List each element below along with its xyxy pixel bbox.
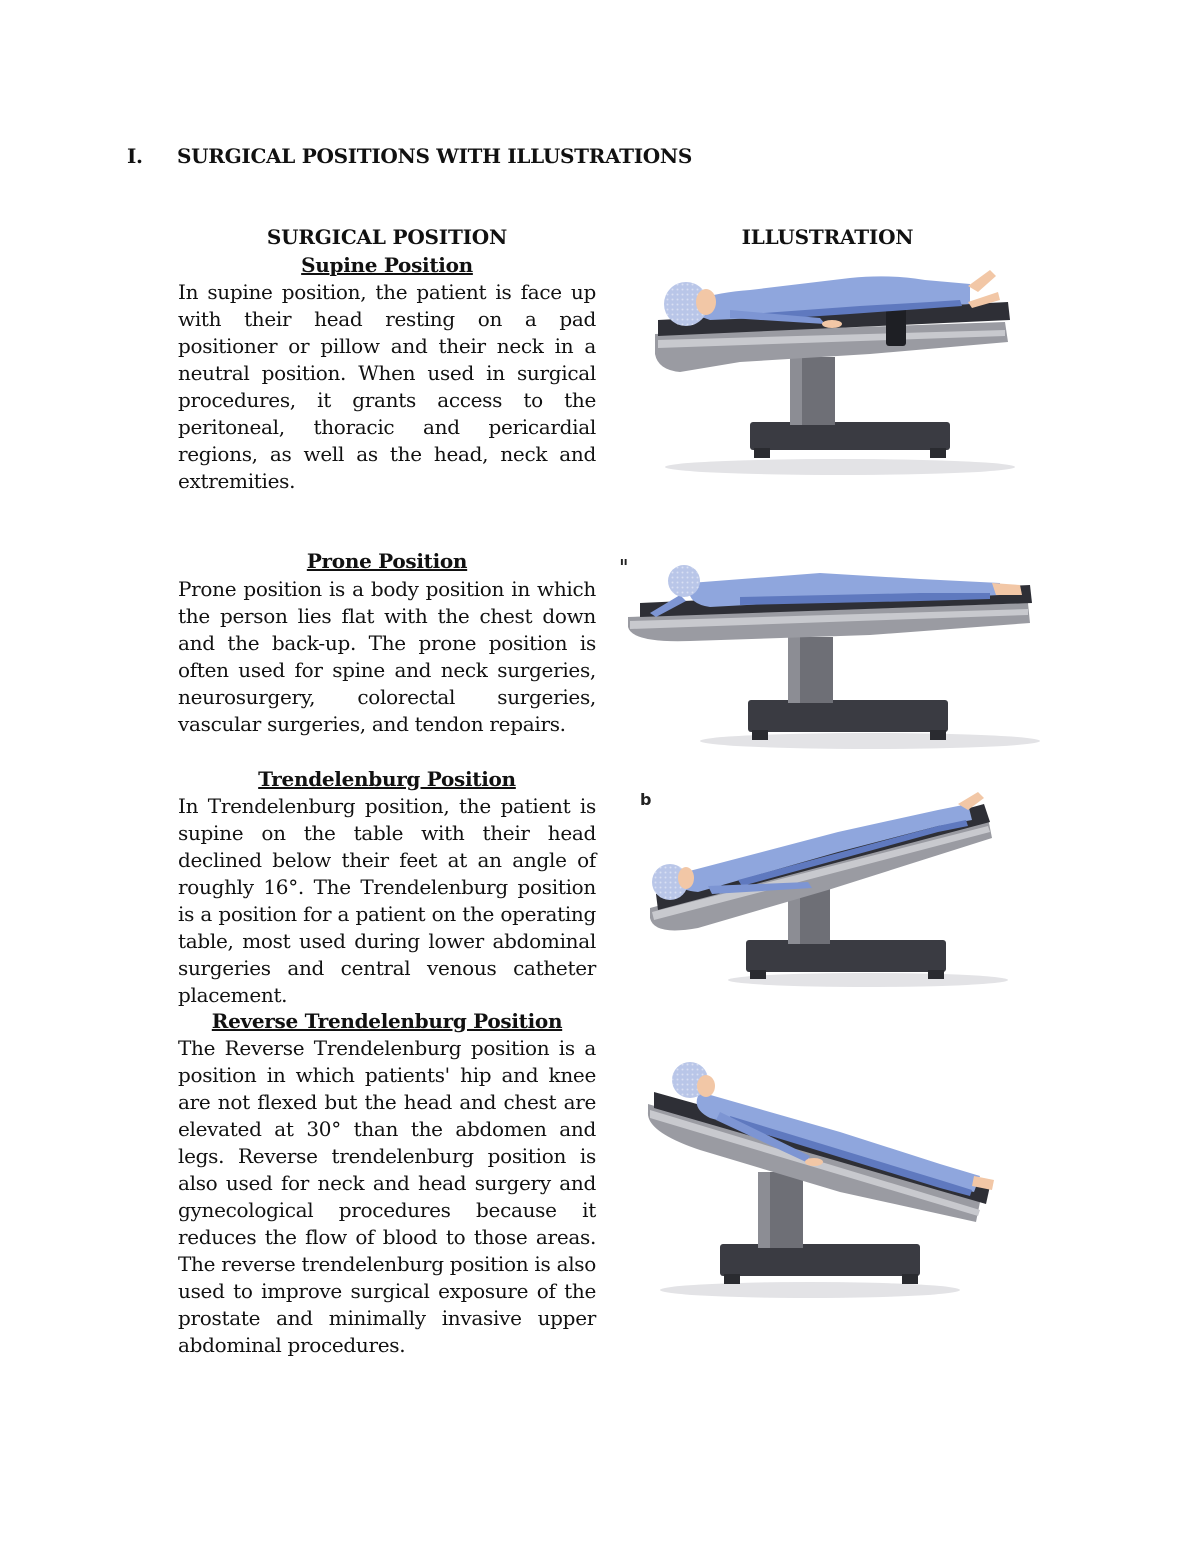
prone-position-illustration [620, 555, 1040, 750]
reverse-trendelenburg-position-illustration [640, 1052, 1005, 1302]
section-number: I. [127, 144, 143, 168]
trendelenburg-position-illustration [638, 790, 1008, 990]
trendelenburg-position-title: Trendelenburg Position [258, 767, 516, 791]
trendelenburg-position-text: In Trendelenburg position, the patient is supine on the table with their head declined below their feet at an angle of roughly 16°. The Trendelenburg position is a position for a patient on the operating table, most used during lower abdominal surgeries and central venous catheter placement. [178, 794, 596, 1007]
reverse-trendelenburg-position-title: Reverse Trendelenburg Position [211, 1009, 563, 1033]
prone-position-text: Prone position is a body position in which the person lies flat with the chest down and the back-up. The prone position is often used for spine and neck surgeries, neurosurgery, colorectal surgeries, vascular surgeries, and tendon repairs. [178, 577, 596, 736]
prone-figure-label: ıı [620, 555, 628, 568]
supine-position-text: In supine position, the patient is face up with their head resting on a pad positioner or pillow and their neck in a neutral position. When used in surgical procedures, it grants access to the peritoneal, thoracic and pericardial regions, as well as the head, neck and extremities. [178, 280, 596, 493]
column-heading-illustration: ILLUSTRATION [741, 225, 914, 249]
section-title: SURGICAL POSITIONS WITH ILLUSTRATIONS [177, 144, 693, 168]
column-heading-surgical-position: SURGICAL POSITION [266, 225, 508, 249]
supine-position-title: Supine Position [301, 253, 473, 277]
trendelenburg-figure-label: b [640, 790, 652, 809]
prone-position-title: Prone Position [306, 549, 468, 573]
reverse-trendelenburg-position-text: The Reverse Trendelenburg position is a position in which patients' hip and knee are not flexed but the head and chest are elevated at 30° than the abdomen and legs. Reverse trendelenburg position is also used for neck and head surgery and gynecological procedures because it reduces the flow of blood to those areas. The reverse trendelenburg position is also used to improve surgical exposure of the prostate and minimally invasive upper abdominal procedures. [178, 1036, 596, 1357]
supine-position-illustration [650, 262, 1030, 477]
